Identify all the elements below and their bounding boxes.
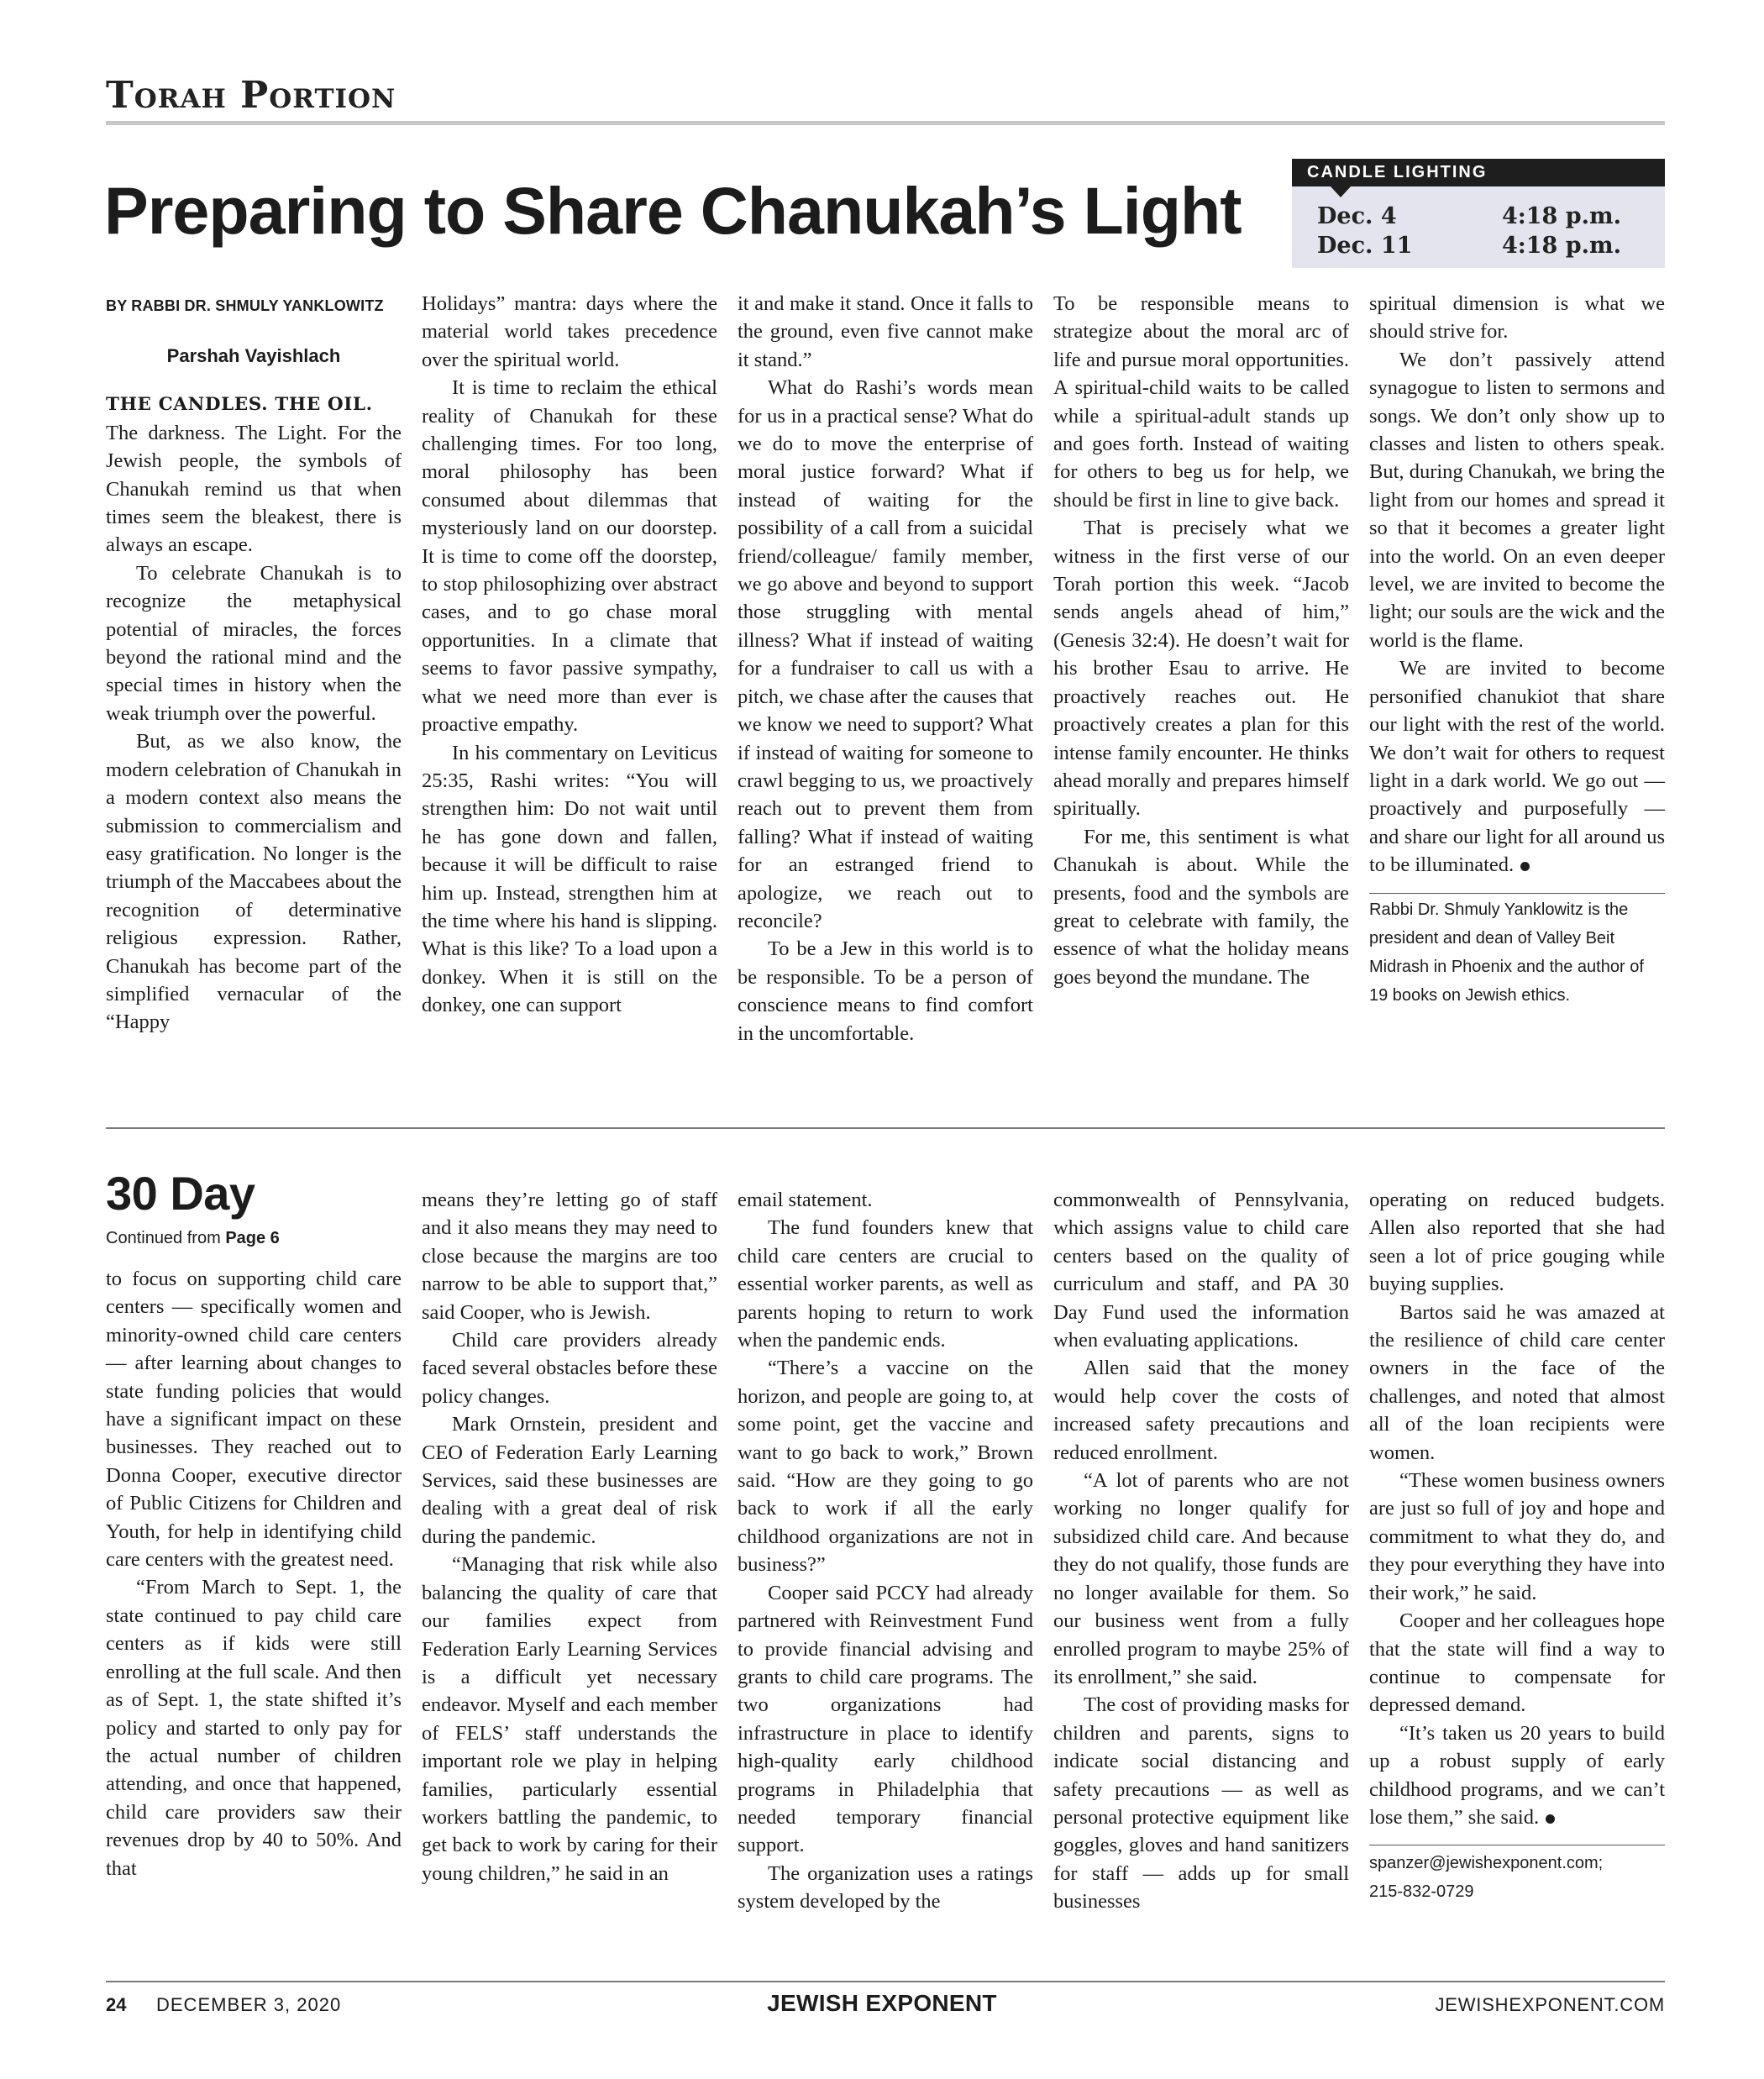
candle-row (1317, 202, 1665, 231)
reporter-contact (1369, 1845, 1665, 1906)
parshah-name: Parshah Vayishlach (166, 345, 341, 366)
article-paragraph: “Managing that risk while also balancing the quality of care that our families expect from Federation Early Learning Services is a difficult yet necessary endeavor. Myself and each member of FELS’ staff understands the important role we play in helping families, particularly essential workers battling the pandemic, to get back to work by caring for their young children,” he said in an (422, 1553, 717, 1885)
article-paragraph: For me, this sentiment is what Chanukah is about. While the presents, food and the symbols are great to celebrate with family, the essence of what the holiday means goes beyond the mundane. The (1053, 825, 1349, 989)
candle-lighting-label: CANDLE LIGHTING (1292, 159, 1665, 186)
article-paragraph: To be a Jew in this world is to be responsible. To be a person of conscience means to find comfort in the uncomfortable. (738, 937, 1033, 1045)
section-label: Torah Portion (106, 74, 396, 117)
article-paragraph: In his commentary on Leviticus 25:35, Rashi writes: “You will strengthen him: Do not wait until he has gone down and fallen, because it will be difficult to raise him up. Instead, strengthen him at the time where his hand is slipping. What is this like? To a load upon a donkey. When it is still on the donkey, one can support (422, 741, 717, 1017)
reporter-email[interactable]: spanzer@jewishexponent.com; (1369, 1854, 1604, 1873)
article-paragraph: “A lot of parents who are not working no longer qualify for subsidized child care. And because they do not qualify, those funds are no longer available for them. So our business went from a fully enrolled program to maybe 25% of its enrollment,” she said. (1053, 1469, 1349, 1688)
article-column-2 (422, 290, 717, 1020)
end-mark-icon (1546, 1814, 1555, 1824)
publication-name: JEWISH EXPONENT (767, 1990, 997, 2016)
article-paragraph: The fund founders knew that child care centers are crucial to essential worker parents, as well as parents hoping to return to work when the pandemic ends. (738, 1216, 1033, 1352)
article-paragraph: means they’re letting go of staff and it also means they may need to close because the margins are too narrow to be able to support that,” said Cooper, who is Jewish. (422, 1189, 717, 1324)
article-paragraph: commonwealth of Pennsylvania, which assigns value to child care centers based on the quality of curriculum and staff, and PA 30 Day Fund used the information when evaluating applications. (1053, 1189, 1349, 1352)
article-paragraph: THE CANDLES. THE OIL. The darkness. The Light. For the Jewish people, the symbols of Chanukah remind us that when times seem the bleakest, there is always an escape. (106, 394, 402, 557)
article-paragraph: it and make it stand. Once it falls to the ground, even five cannot make it stand.” (738, 292, 1033, 371)
publication-url[interactable]: JEWISHEXPONENT.COM (1435, 1994, 1665, 2015)
article-paragraph: “From March to Sept. 1, the state continued to pay child care centers as if kids were still enrolling at the full scale. And then as of Sept. 1, the state shifted it’s policy and started to only pay for the actual number of children attending, and once that happened, child care providers saw their revenues drop by 40 to 50%. And that (106, 1576, 402, 1880)
article-column-4 (1053, 290, 1349, 991)
article-paragraph: Allen said that the money would help cover the costs of increased safety precautions and reduced enrollment. (1053, 1357, 1349, 1464)
article-column-1 (106, 290, 402, 1037)
article-paragraph: What do Rashi’s words mean for us in a practical sense? What do we do to move the enterprise of moral justice forward? What if instead of waiting for the possibility of a call from a suicidal friend/colleague/ family member, we go above and beyond to support those struggling with mental illness? What if instead of waiting for a fundraiser to call us with a pitch, we chase after the causes that we know we need to support? What if instead of waiting for someone to crawl begging to us, we proactively reach out to prevent them from falling? What if instead of waiting for an estranged friend to apologize, we reach out to reconcile? (738, 376, 1033, 932)
candle-lighting-times (1292, 186, 1665, 268)
end-mark-icon (1520, 862, 1530, 871)
article-paragraph: Child care providers already faced several obstacles before these policy changes. (422, 1329, 717, 1408)
candle-row (1317, 231, 1665, 260)
candle-time: 4:18 p.m. (1502, 233, 1621, 259)
article-paragraph: We are invited to become personified chanukiot that share our light with the rest of the world. We don’t wait for others to request light in a dark world. We go out — proactively and purposefully — and share our light for all around us to be illuminated. (1369, 657, 1665, 877)
article-paragraph: But, as we also know, the modern celebration of Chanukah in a modern context also means the submission to commercialism and easy gratification. No longer is the triumph of the Maccabees about the recognition of determinative religious expression. Rather, Chanukah has become part of the simplified vernacular of the “Happy (106, 730, 402, 1034)
continued-column-2 (422, 1186, 717, 1887)
article-paragraph: “It’s taken us 20 years to build up a robust supply of early childhood programs, and we can’t lose them,” she said. (1369, 1721, 1665, 1829)
continued-column-3 (738, 1186, 1033, 1916)
reporter-phone: 215-832-0729 (1369, 1882, 1474, 1902)
footer-rule (106, 1981, 1665, 1982)
continued-from: Continued from Page 6 (106, 1229, 280, 1247)
article-paragraph: to focus on supporting child care centers — specifically women and minority-owned child care centers — after learning about changes to state funding policies that would have a significant impact on these businesses. They reached out to Donna Cooper, executive director of Public Citizens for Children and Youth, for help in identifying child care centers with the greatest need. (106, 1268, 402, 1572)
article-paragraph: email statement. (738, 1189, 873, 1211)
article-paragraph: It is time to reclaim the ethical reality of Chanukah for these challenging times. For too long, moral philosophy has been consumed about dilemmas that mysteriously land on our doorstep. It is time to come off the doorstep, to stop philosophizing over abstract cases, and to go chase moral opportunities. In a climate that seems to favor passive sympathy, what we need more than ever is proactive empathy. (422, 376, 717, 737)
continued-column-4 (1053, 1186, 1349, 1916)
article-paragraph: That is precisely what we witness in the first verse of our Torah portion this week. “Jacob sends angels ahead of him,” (Genesis 32:4). He doesn’t wait for his brother Esau to arrive. He proactively reaches out. He proactively creates a plan for this intense family encounter. He thinks ahead morally and prepares himself spiritually. (1053, 517, 1349, 821)
candle-date: Dec. 11 (1317, 233, 1413, 259)
continued-column-5 (1369, 1186, 1665, 1906)
candle-lighting-box (1292, 159, 1665, 268)
article-paragraph: We don’t passively attend synagogue to listen to sermons and songs. We don’t only show up to classes and listen to others speak. But, during Chanukah, we bring the light from our homes and spread it so that it becomes a greater light into the world. On an even deeper level, we are invited to become the light; our souls are the wick and the world is the flame. (1369, 348, 1665, 652)
article-paragraph: Mark Ornstein, president and CEO of Federation Early Learning Services, said these businesses are dealing with a great deal of risk during the pandemic. (422, 1413, 717, 1548)
article-paragraph: To be responsible means to strategize about the moral arc of life and pursue moral opportunities. A spiritual-child waits to be called while a spiritual-adult stands up and goes forth. Instead of waiting for others to beg us for help, we should be first in line to give back. (1053, 292, 1349, 512)
article-column-5 (1369, 290, 1665, 1010)
article-paragraph: Holidays” mantra: days where the material world takes precedence over the spiritual world. (422, 292, 717, 371)
article-paragraph: The cost of providing masks for children and parents, signs to indicate social distancing and safety precautions — as well as personal protective equipment like goggles, gloves and hand sanitizers for staff — adds up for small businesses (1053, 1693, 1349, 1914)
page-number: 24 (106, 1994, 127, 2015)
section-rule (106, 121, 1665, 125)
candle-date: Dec. 4 (1317, 203, 1397, 229)
article-paragraph: To celebrate Chanukah is to recognize the metaphysical potential of miracles, the forces beyond the rational mind and the special times in history when the weak triumph over the powerful. (106, 561, 402, 725)
article-column-3 (738, 290, 1033, 1047)
article-paragraph: operating on reduced budgets. Allen also reported that she had seen a lot of price gouging while buying supplies. (1369, 1189, 1665, 1296)
article-paragraph: Cooper and her colleagues hope that the state will find a way to continue to compensate for depressed demand. (1369, 1609, 1665, 1717)
article-paragraph: Cooper said PCCY had already partnered with Reinvestment Fund to provide financial advising and grants to child care programs. The two organizations had infrastructure in place to identify high-quality early childhood programs in Philadelphia that needed temporary financial support. (738, 1581, 1033, 1857)
continued-column-1 (106, 1169, 402, 1882)
article-paragraph: spiritual dimension is what we should strive for. (1369, 292, 1665, 344)
continued-title: 30 Day (106, 1167, 255, 1220)
article-paragraph: “There’s a vaccine on the horizon, and people are going to, at some point, get the vaccine and want to go back to work,” Brown said. “How are they going to go back to work if all the early childhood organizations are not in business?” (738, 1357, 1033, 1577)
byline: BY RABBI DR. SHMULY YANKLOWITZ (106, 297, 384, 314)
continued-page-ref: Page 6 (225, 1229, 280, 1247)
article-paragraph: Bartos said he was amazed at the resilience of child care center owners in the face of the challenges, and noted that almost all of the loan recipients were women. (1369, 1300, 1665, 1464)
candle-time: 4:18 p.m. (1502, 203, 1621, 229)
headline: Preparing to Share Chanukah’s Light (104, 173, 1242, 248)
section-divider (106, 1127, 1665, 1129)
article-paragraph: The organization uses a ratings system developed by the (738, 1861, 1033, 1914)
article-lead: THE CANDLES. THE OIL. (106, 394, 373, 416)
issue-date: DECEMBER 3, 2020 (156, 1994, 342, 2015)
author-bio: Rabbi Dr. Shmuly Yanklowitz is the president and dean of Valley Beit Midrash in Phoenix and the author of 19 books on Jewish ethics. (1369, 893, 1665, 1010)
article-paragraph: “These women business owners are just so full of joy and hope and commitment to what they do, and they pour everything they have into their work,” he said. (1369, 1469, 1665, 1604)
